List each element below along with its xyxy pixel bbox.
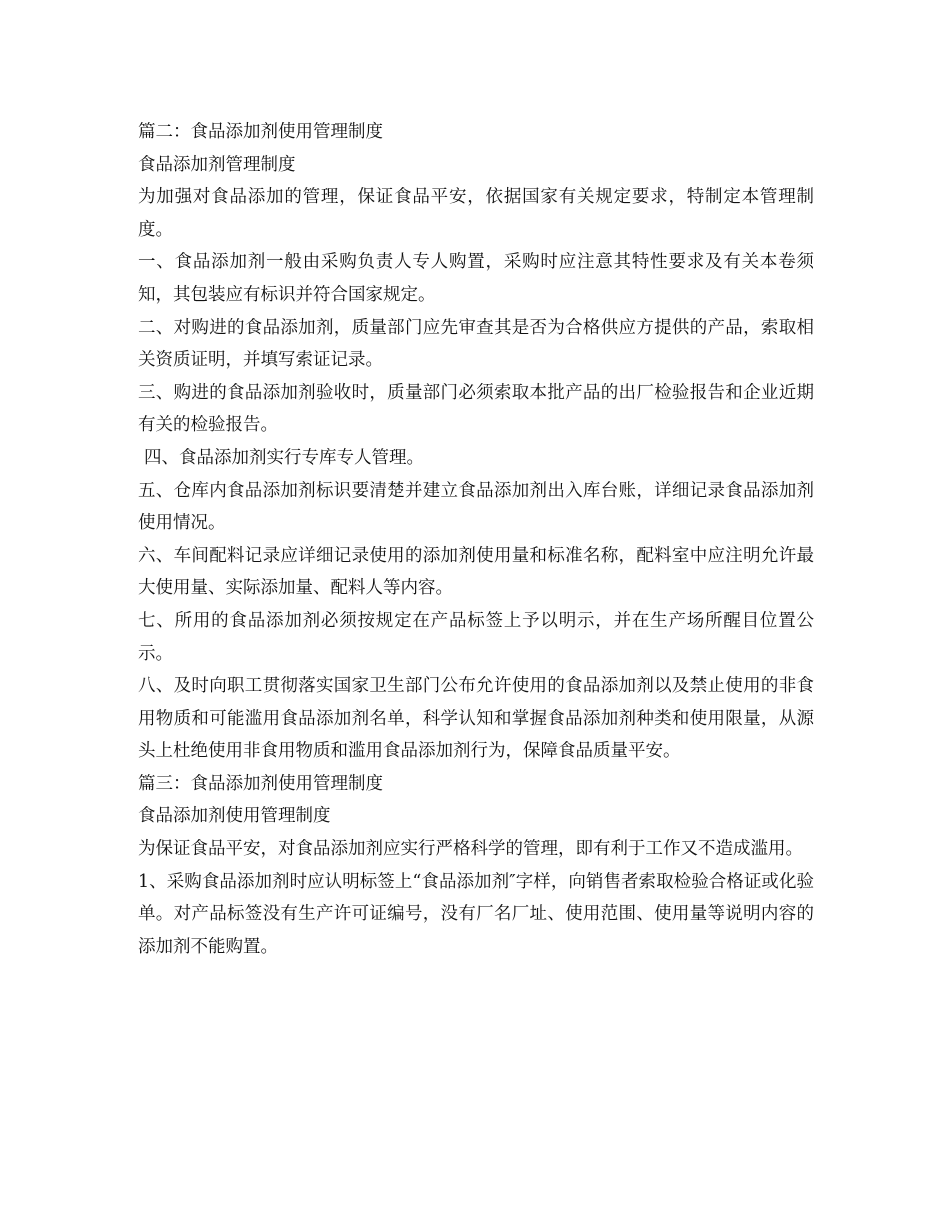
- rule-item-5: 五、仓库内食品添加剂标识要清楚并建立食品添加剂出入库台账，详细记录食品添加剂使用情况。: [138, 480, 814, 534]
- section-3-item-1: 1、采购食品添加剂时应认明标签上“食品添加剂″字样，向销售者索取检验合格证或化验单。对产品标签没有生产许可证编号，没有厂名厂址、使用范围、使用量等说明内容的添加剂不能购置。: [138, 871, 814, 957]
- document-body: [138, 116, 814, 963]
- section-3-title: 食品添加剂使用管理制度: [138, 806, 331, 827]
- section-heading-2: 篇二：食品添加剂使用管理制度: [138, 122, 383, 142]
- section-heading-3: 篇三：食品添加剂使用管理制度: [138, 773, 383, 794]
- document-title: 食品添加剂管理制度: [138, 154, 296, 175]
- rule-item-7: 七、所用的食品添加剂必须按规定在产品标签上予以明示，并在生产场所醒目位置公示。: [138, 610, 814, 664]
- rule-item-8: 八、及时向职工贯彻落实国家卫生部门公布允许使用的食品添加剂以及禁止使用的非食用物质和可能滥用食品添加剂名单，科学认知和掌握食品添加剂种类和使用限量，从源头上杜绝使用非食用物质和滥用食品添加剂行为，保障食品质量平安。: [138, 676, 814, 762]
- section-3-intro: 为保证食品平安，对食品添加剂应实行严格科学的管理，即有利于工作又不造成滥用。: [138, 839, 803, 860]
- rule-item-6: 六、车间配料记录应详细记录使用的添加剂使用量和标准名称，配料室中应注明允许最大使用量、实际添加量、配料人等内容。: [138, 545, 814, 599]
- rule-item-4: 四、食品添加剂实行专库专人管理。: [144, 447, 424, 468]
- rule-item-3: 三、购进的食品添加剂验收时，质量部门必须索取本批产品的出厂检验报告和企业近期有关的检验报告。: [138, 382, 814, 436]
- intro-paragraph: 为加强对食品添加的管理，保证食品平安，依据国家有关规定要求，特制定本管理制度。: [138, 187, 814, 240]
- rule-item-1: 一、食品添加剂一般由采购负责人专人购置，采购时应注意其特性要求及有关本卷须知，其包装应有标识并符合国家规定。: [138, 252, 814, 305]
- rule-item-2: 二、对购进的食品添加剂，质量部门应先审查其是否为合格供应方提供的产品，索取相关资质证明，并填写索证记录。: [138, 317, 814, 371]
